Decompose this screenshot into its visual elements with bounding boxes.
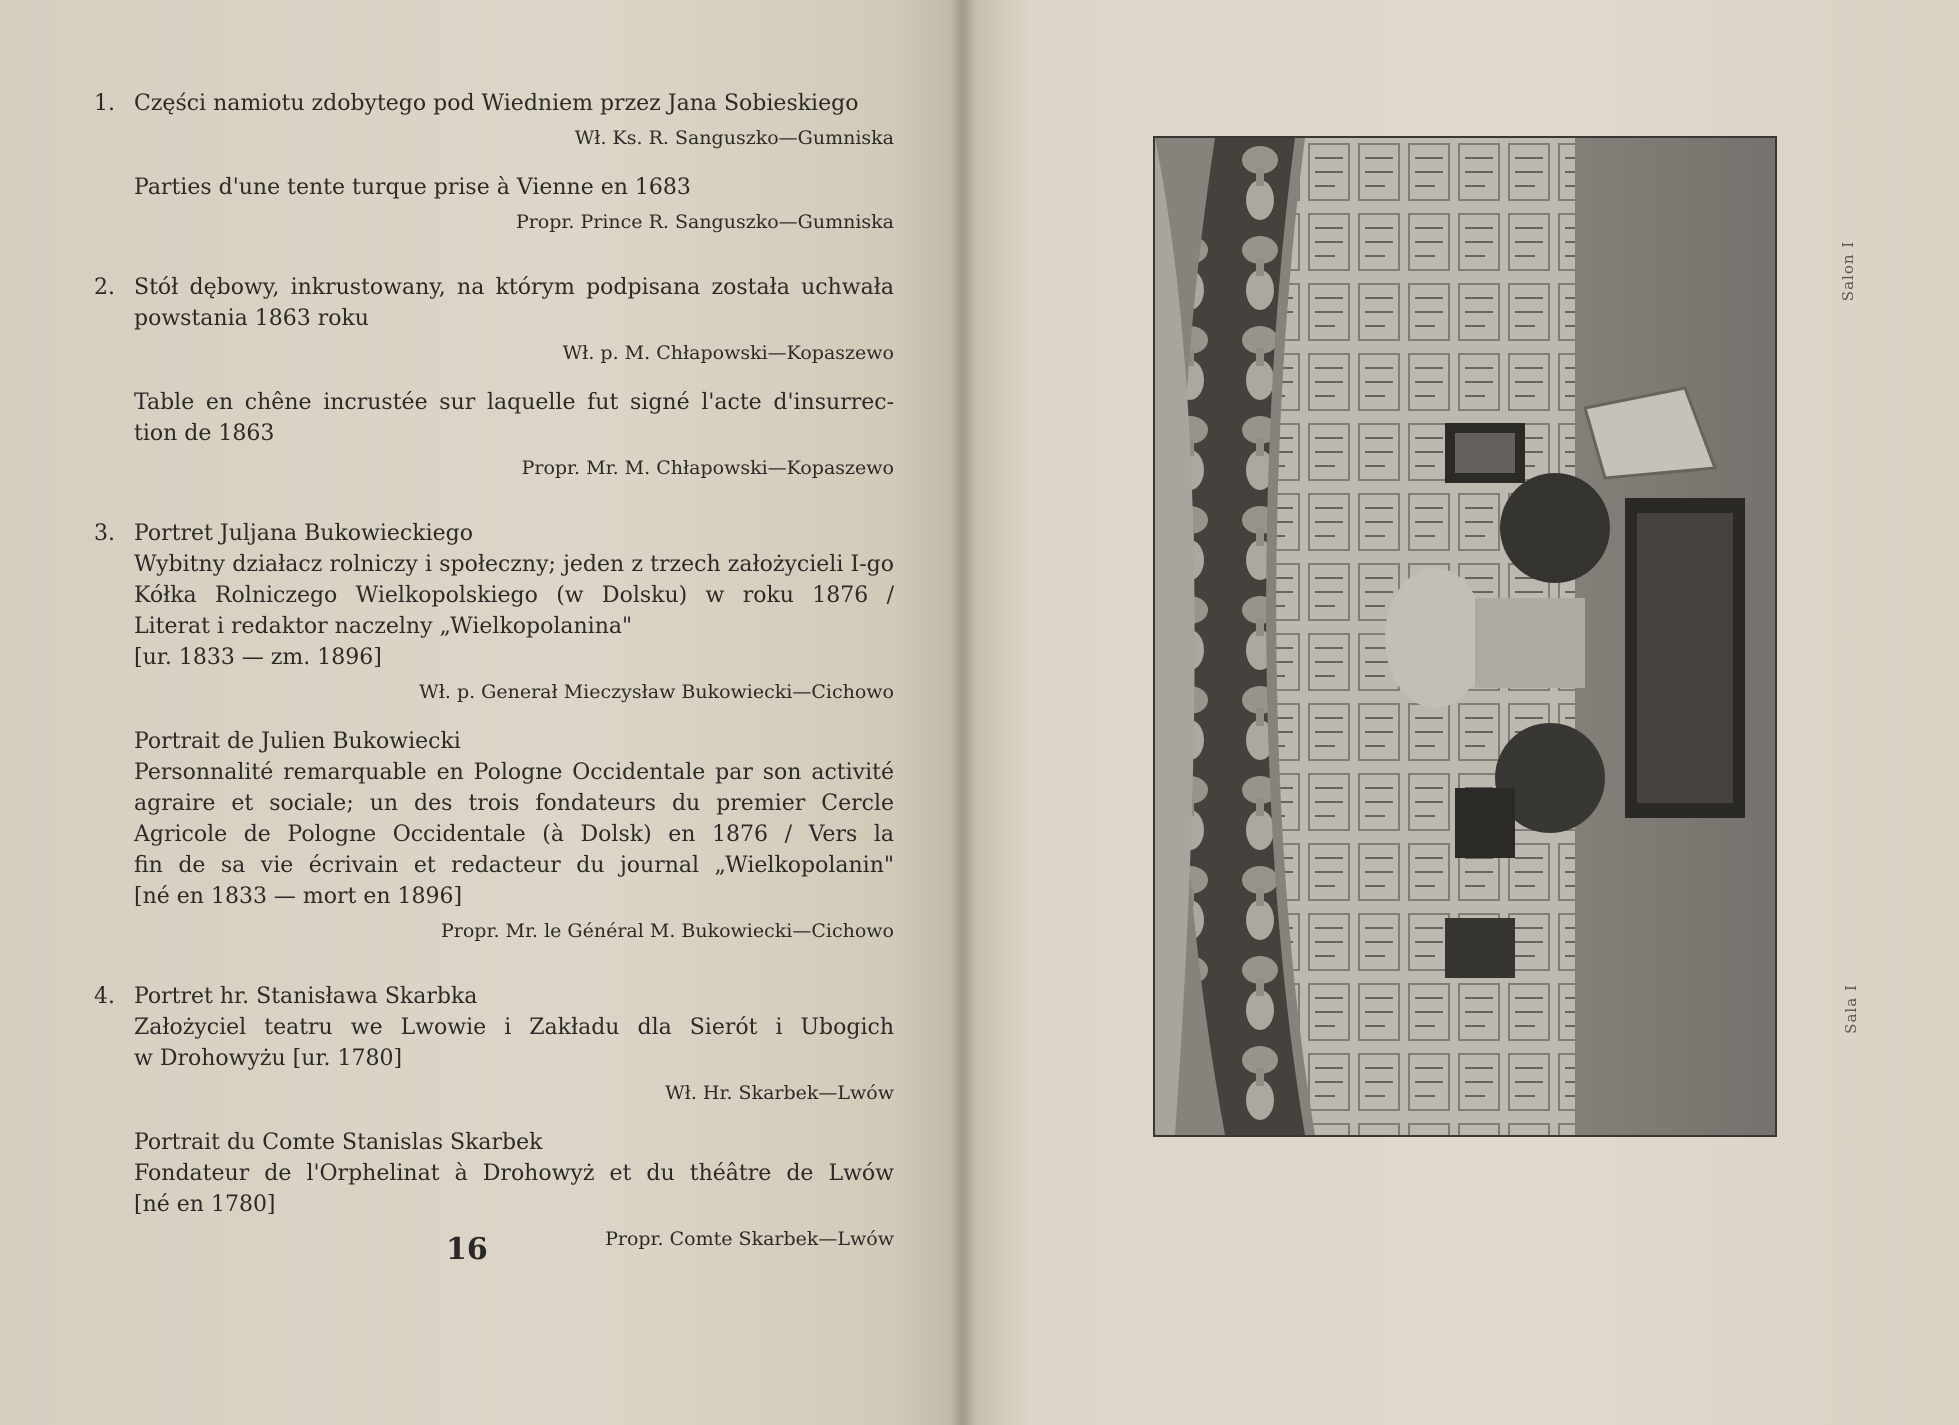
entry-text-line: Portrait du Comte Stanislas Skarbek bbox=[134, 1130, 543, 1155]
entry-owner-fr: Propr. Mr. le Général M. Bukowiecki—Cichowo bbox=[441, 920, 894, 942]
entry-text-line: w Drohowyżu [ur. 1780] bbox=[134, 1046, 403, 1071]
entry-text-line: Założyciel teatru we Lwowie i Zakładu dla Sierót i Ubogich bbox=[134, 1015, 894, 1040]
catalogue-entry bbox=[94, 88, 894, 238]
entry-owner-pl: Wł. p. M. Chłapowski—Kopaszewo bbox=[562, 342, 894, 364]
entry-text-line: [ur. 1833 — zm. 1896] bbox=[134, 645, 382, 670]
entry-text-line: [né en 1780] bbox=[134, 1192, 276, 1217]
entry-text-line: Stół dębowy, inkrustowany, na którym podpisana została uchwała bbox=[134, 275, 894, 300]
exhibition-photo-drawing bbox=[1155, 138, 1775, 1135]
catalogue-entry bbox=[94, 272, 894, 484]
entry-text-line: powstania 1863 roku bbox=[134, 306, 369, 331]
caption-salon: Salon I bbox=[1839, 240, 1858, 302]
entry-body bbox=[134, 272, 894, 484]
catalogue-entries bbox=[94, 88, 894, 1289]
entry-body bbox=[134, 981, 894, 1255]
entry-owner-fr: Propr. Comte Skarbek—Lwów bbox=[605, 1228, 894, 1250]
entry-text-line: Kółka Rolniczego Wielkopolskiego (w Dolsku) w roku 1876 / bbox=[134, 583, 894, 608]
catalogue-entry bbox=[94, 518, 894, 947]
entry-text-line: Literat i redaktor naczelny „Wielkopolanina" bbox=[134, 614, 633, 639]
entry-text-line: Agricole de Pologne Occidentale (à Dolsk) en 1876 / Vers la bbox=[134, 822, 894, 847]
entry-text-line: [né en 1833 — mort en 1896] bbox=[134, 884, 463, 909]
entry-owner-fr: Propr. Prince R. Sanguszko—Gumniska bbox=[515, 211, 894, 233]
entry-number: 3. bbox=[94, 521, 115, 546]
entry-text-line: Parties d'une tente turque prise à Vienne en 1683 bbox=[134, 175, 691, 200]
entry-body bbox=[134, 88, 894, 238]
book-gutter bbox=[950, 0, 976, 1425]
entry-text-line: fin de sa vie écrivain et redacteur du journal „Wielkopolanin" bbox=[134, 853, 894, 878]
entry-owner-pl: Wł. p. Generał Mieczysław Bukowiecki—Cichowo bbox=[419, 681, 894, 703]
exhibition-photo bbox=[1153, 136, 1777, 1137]
entry-text-line: Personnalité remarquable en Pologne Occidentale par son activité bbox=[134, 760, 894, 785]
caption-sala: Sala I bbox=[1841, 984, 1860, 1034]
entry-text-line: Fondateur de l'Orphelinat à Drohowyż et du théâtre de Lwów bbox=[134, 1161, 894, 1186]
entry-owner-fr: Propr. Mr. M. Chłapowski—Kopaszewo bbox=[521, 457, 894, 479]
entry-text-line: Portrait de Julien Bukowiecki bbox=[134, 729, 461, 754]
entry-text-line: agraire et sociale; un des trois fondateurs du premier Cercle bbox=[134, 791, 894, 816]
entry-number: 1. bbox=[94, 91, 115, 116]
entry-number: 2. bbox=[94, 275, 115, 300]
catalogue-entry bbox=[94, 981, 894, 1255]
entry-text-line: tion de 1863 bbox=[134, 421, 275, 446]
entry-number: 4. bbox=[94, 984, 115, 1009]
entry-text-line: Części namiotu zdobytego pod Wiedniem przez Jana Sobieskiego bbox=[134, 91, 859, 116]
entry-owner-pl: Wł. Hr. Skarbek—Lwów bbox=[665, 1082, 894, 1104]
entry-body bbox=[134, 518, 894, 947]
left-page bbox=[0, 0, 962, 1425]
page-number: 16 bbox=[446, 1232, 488, 1267]
entry-text-line: Wybitny działacz rolniczy i społeczny; jeden z trzech założycieli I-go bbox=[134, 552, 894, 577]
entry-text-line: Portret hr. Stanisława Skarbka bbox=[134, 984, 478, 1009]
entry-text-line: Portret Juljana Bukowieckiego bbox=[134, 521, 473, 546]
entry-text-line: Table en chêne incrustée sur laquelle fut signé l'acte d'insurrec- bbox=[134, 390, 894, 415]
entry-owner-pl: Wł. Ks. R. Sanguszko—Gumniska bbox=[574, 127, 894, 149]
